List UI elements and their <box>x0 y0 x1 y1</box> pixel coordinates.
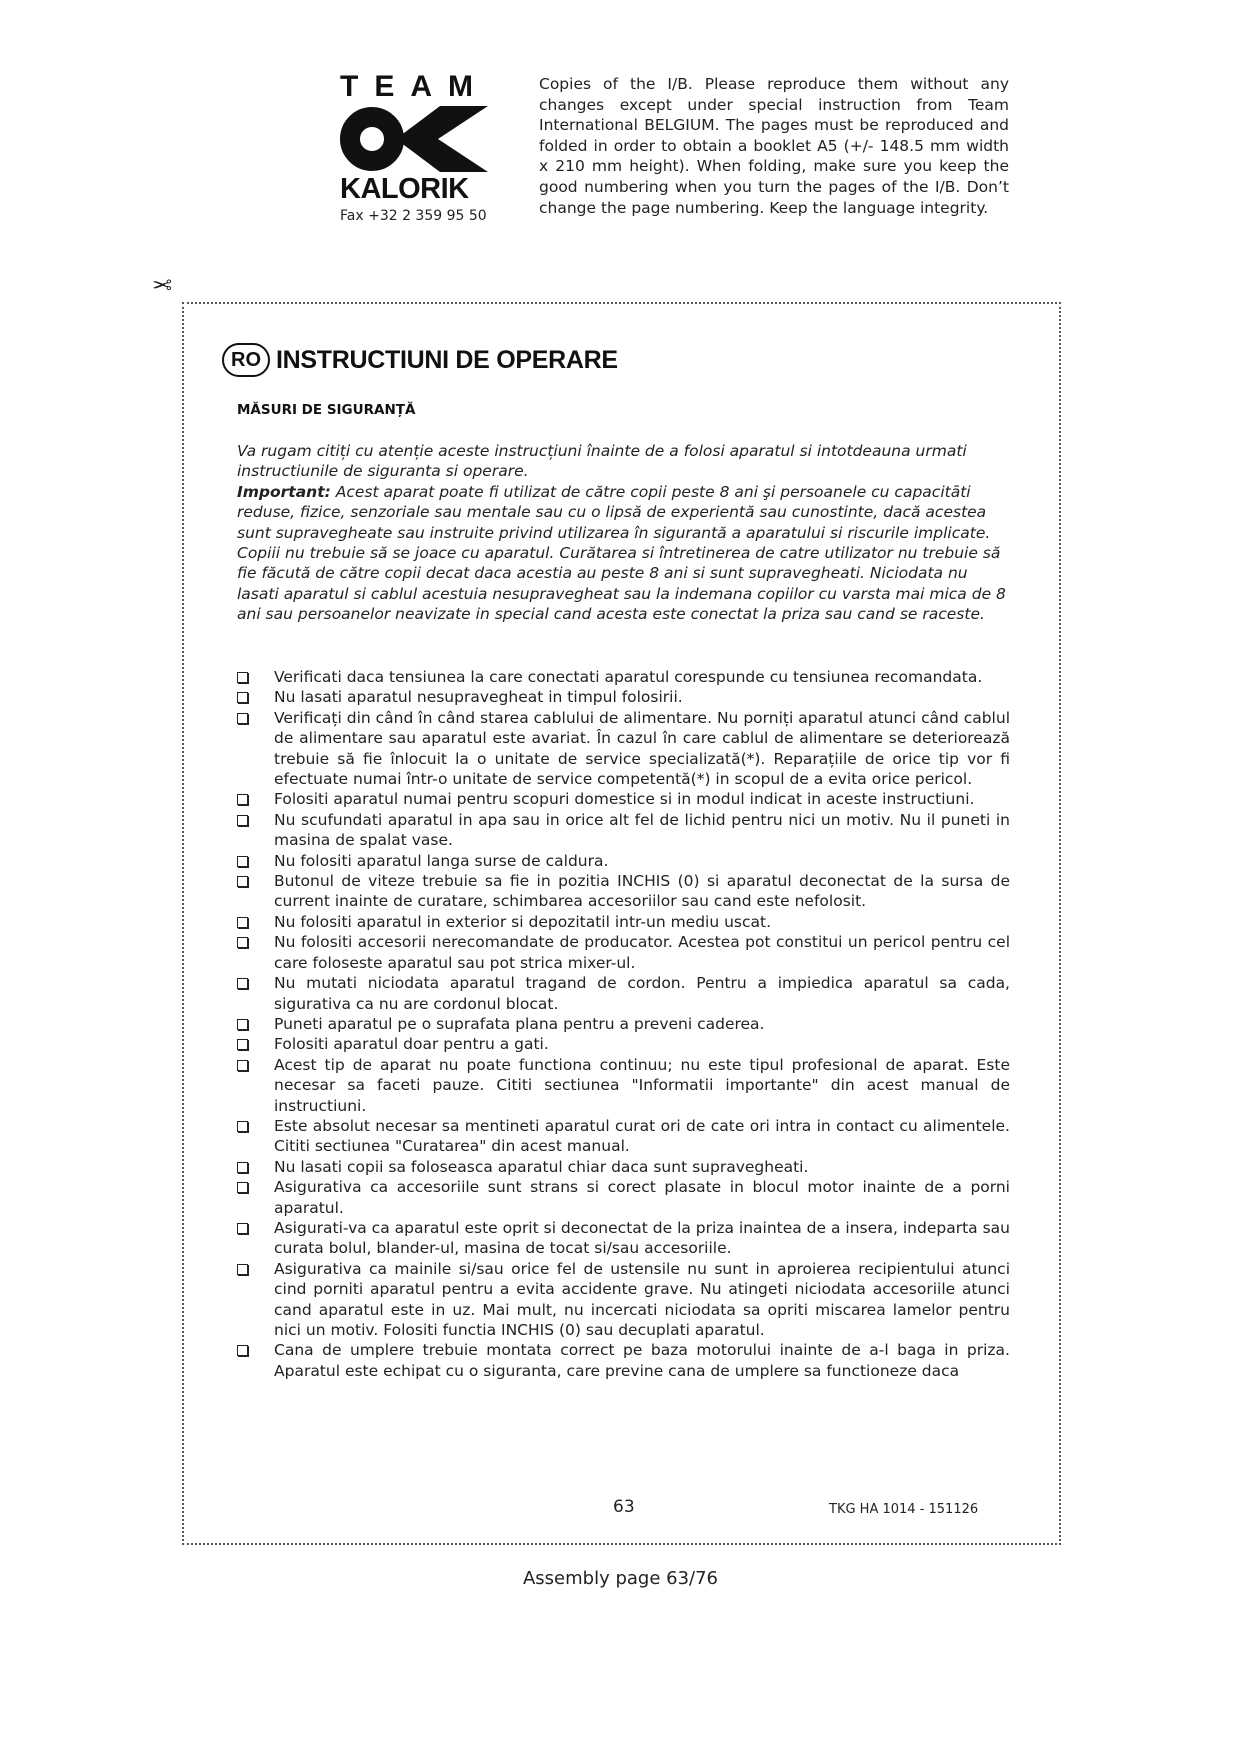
document-reference: TKG HA 1014 - 151126 <box>829 1502 979 1517</box>
checkbox-icon <box>237 713 248 724</box>
checkbox-icon <box>237 978 248 989</box>
checkbox-icon <box>237 815 248 826</box>
list-item-text: Nu folositi accesorii nerecomandate de producator. Acestea pot constitui un pericol pentru cel care foloseste aparatul sau pot strica mixer-ul. <box>274 933 1010 972</box>
list-item <box>237 932 1010 973</box>
important-text: Acest aparat poate fi utilizat de către copii peste 8 ani şi persoanele cu capacitāti reduse, fizice, senzoriale sau mentale sau cu o lipsă de experientă sau cunostinte, dacă acestea sunt supravegheate sau instruite privind utilizarea în sigurantă a aparatului si riscurile implicate. Copiii nu trebuie să se joace cu aparatul. Curătarea si întretinerea de catre utilizator nu trebuie să fie făcută de către copii decat daca acestia au peste 8 ani si sunt supravegheati. Niciodata nu lasati aparatul si cablul acestuia nesupravegheat sau la indemana copiilor cu varsta mai mica de 8 ani sau persoanelor neavizate in special cand acesta este conectat la priza sau cand se raceste. <box>237 482 1006 624</box>
checkbox-icon <box>237 794 248 805</box>
list-item-text: Nu folositi aparatul in exterior si depozitatil intr-un mediu uscat. <box>274 912 772 931</box>
fax-number: Fax +32 2 359 95 50 <box>340 208 487 224</box>
checkbox-icon <box>237 1060 248 1071</box>
checkbox-icon <box>237 1039 248 1050</box>
list-item-text: Cana de umplere trebuie montata correct pe baza motorului inainte de a-l baga in priza. Aparatul este echipat cu o siguranta, care previne cana de umplere sa functioneze daca <box>274 1341 1010 1380</box>
list-item-text: Asigurati-va ca aparatul este oprit si deconectat de la priza inaintea de a insera, indeparta sau curata bolul, blander-ul, masina de tocat si/sau accesoriile. <box>274 1218 1010 1258</box>
kalorik-logo <box>340 72 510 204</box>
list-item <box>237 912 1010 932</box>
list-item <box>237 708 1010 790</box>
checkbox-icon <box>237 1121 248 1132</box>
list-item <box>237 851 1010 871</box>
list-item <box>237 1157 1010 1177</box>
list-item <box>237 1177 1010 1218</box>
list-item <box>237 973 1010 1014</box>
checkbox-icon <box>237 937 248 948</box>
checkbox-icon <box>237 1162 248 1173</box>
list-item <box>237 1116 1010 1157</box>
list-item-text: Nu lasati copii sa foloseasca aparatul chiar daca sunt supravegheati. <box>274 1157 809 1176</box>
logo-brand-text: KALORIK <box>340 173 469 205</box>
list-item <box>237 1055 1010 1116</box>
list-item-text: Butonul de viteze trebuie sa fie in pozitia INCHIS (0) si aparatul deconectat de la sursa de current inainte de curatare, schimbarea accesoriilor sau cand este nefolosit. <box>274 872 1010 911</box>
scissors-icon: ✂ <box>152 270 173 298</box>
list-item <box>237 1340 1010 1381</box>
checkbox-icon <box>237 856 248 867</box>
list-item <box>237 667 1010 687</box>
title-row <box>222 343 618 377</box>
checkbox-icon <box>237 1182 248 1193</box>
intro-paragraph <box>237 441 1007 625</box>
checkbox-icon <box>237 1019 248 1030</box>
page-title: INSTRUCTIUNI DE OPERARE <box>276 345 618 374</box>
checkbox-icon <box>237 917 248 928</box>
list-item <box>237 687 1010 707</box>
intro-text: Va rugam citiți cu atenție aceste instrucțiuni înainte de a folosi aparatul si intotdeauna urmati instructiunile de siguranta si operare. <box>237 442 967 481</box>
list-item-text: Folositi aparatul numai pentru scopuri domestice si in modul indicat in aceste instructiuni. <box>274 790 975 809</box>
list-item <box>237 810 1010 851</box>
checkbox-icon <box>237 1345 248 1356</box>
checkbox-icon <box>237 692 248 703</box>
list-item-text: Verificati daca tensiunea la care conectati aparatul corespunde cu tensiunea recomandata. <box>274 668 983 686</box>
page-number: 63 <box>613 1497 635 1517</box>
checkbox-icon <box>237 1264 248 1275</box>
checkbox-icon <box>237 876 248 887</box>
language-badge: RO <box>222 343 270 377</box>
checkbox-icon <box>237 672 248 683</box>
list-item <box>237 789 1010 809</box>
list-item-text: Nu mutati niciodata aparatul tragand de cordon. Pentru a impiedica aparatul sa cada, sigurativa ca nu are cordonul blocat. <box>274 974 1010 1013</box>
list-item-text: Verificați din când în când starea cablului de alimentare. Nu porniți aparatul atunci când cablul de alimentare sau aparatul este avariat. În cazul în care cablul de alimentare se deteriorează trebuie să fie înlocuit la o unitate de service specializată(*). Reparațiile de orice tip vor fi efectuate numai într-o unitate de service competentă(*) in scopul de a evita orice pericol. <box>274 708 1010 789</box>
header-note: Copies of the I/B. Please reproduce them without any changes except under special instruction from Team International BELGIUM. The pages must be reproduced and folded in order to obtain a booklet A5 (+/- 148.5 mm width x 210 mm height). When folding, make sure you keep the good numbering when you turn the pages of the I/B. Don’t change the page numbering. Keep the language integrity. <box>539 75 1009 217</box>
logo-team-text: TEAM <box>340 70 489 103</box>
important-label: Important: <box>237 482 331 501</box>
list-item <box>237 871 1010 912</box>
list-item <box>237 1218 1010 1259</box>
logo-mark-icon <box>340 106 505 172</box>
list-item-text: Nu scufundati aparatul in apa sau in orice alt fel de lichid pentru nici un motiv. Nu il puneti in masina de spalat vase. <box>274 810 1010 850</box>
list-item-text: Asigurativa ca accesoriile sunt strans si corect plasate in blocul motor inainte de a porni aparatul. <box>274 1178 1010 1217</box>
list-item-text: Folositi aparatul doar pentru a gati. <box>274 1035 549 1054</box>
list-item-text: Nu lasati aparatul nesupravegheat in timpul folosirii. <box>274 688 683 707</box>
list-item-text: Acest tip de aparat nu poate functiona continuu; nu este tipul profesional de aparat. Este necesar sa faceti pauze. Cititi sectiunea "Informatii importante" din acest manual de instructiuni. <box>274 1055 1010 1115</box>
list-item <box>237 1259 1010 1341</box>
list-item-text: Este absolut necesar sa mentineti aparatul curat ori de cate ori intra in contact cu alimentele. Cititi sectiunea "Curatarea" din acest manual. <box>274 1116 1010 1156</box>
list-item <box>237 1034 1010 1054</box>
list-item-text: Puneti aparatul pe o suprafata plana pentru a preveni caderea. <box>274 1014 765 1033</box>
list-item <box>237 1014 1010 1034</box>
list-item-text: Nu folositi aparatul langa surse de caldura. <box>274 851 609 870</box>
safety-rules-list <box>237 667 1010 1381</box>
section-heading: MĂSURI DE SIGURANȚĂ <box>237 402 416 418</box>
assembly-page-label: Assembly page 63/76 <box>522 1568 719 1589</box>
checkbox-icon <box>237 1223 248 1234</box>
list-item-text: Asigurativa ca mainile si/sau orice fel de ustensile nu sunt in aproierea recipientului atunci cind porniti aparatul pentru a evita accidente grave. Nu atingeti niciodata accesoriile atunci cand aparatul este in uz. Mai mult, nu incercati niciodata sa opriti miscarea lamelor pentru nici un motiv. Folositi functia INCHIS (0) sau decuplati aparatul. <box>274 1259 1010 1339</box>
